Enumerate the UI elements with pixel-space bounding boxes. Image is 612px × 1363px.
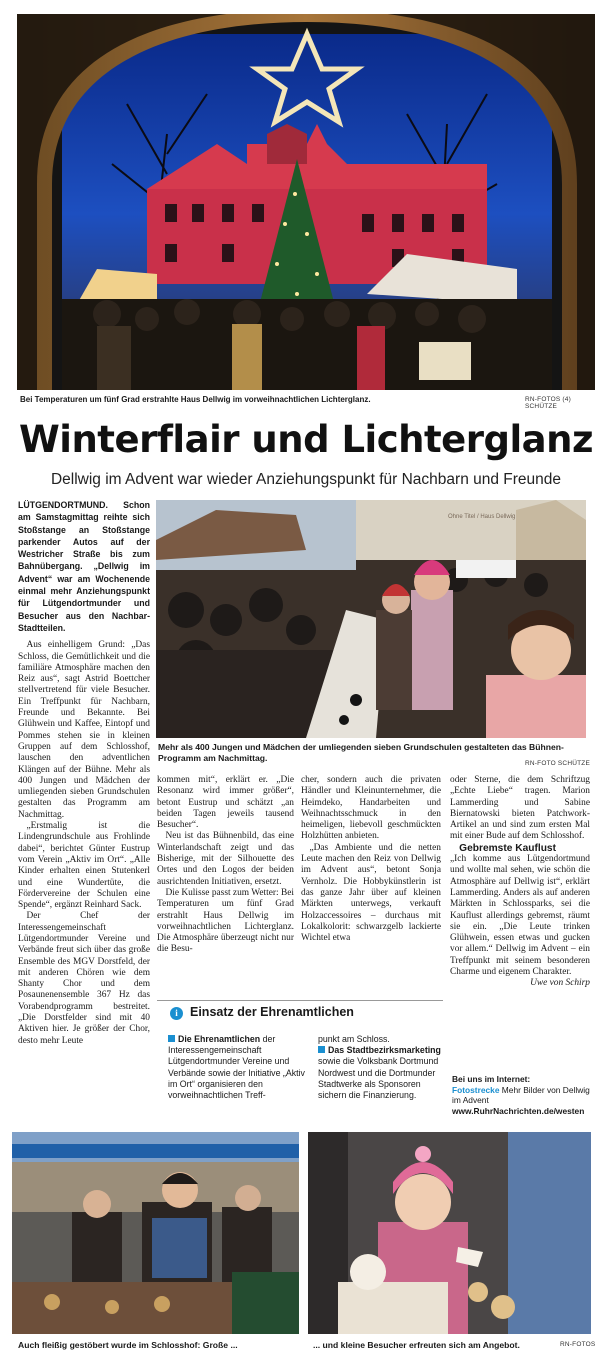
bottom-right-credit: RN-FOTOS — [560, 1341, 596, 1348]
photo-market-adults — [12, 1132, 299, 1334]
web-label: Fotostrecke — [452, 1084, 500, 1095]
photo-market-children — [308, 1132, 591, 1334]
paragraph: cher, sondern auch die privaten Händler und Kleinunternehmer, die Heimdeko, Handarbeiten und Weihnachtsschmuck in den heimeligen, liebevoll geschmückten Holzhütten anbieten. — [301, 775, 441, 842]
infobox-item-ehrenamtliche — [168, 1034, 308, 1101]
paragraph: Neu ist das Bühnenbild, das eine Winterlandschaft zeigt und das Bisherige, mit der Silhouette des Ortes und den Logos der beiden ausrichtenden Initiativen, ersetzt. — [157, 831, 294, 887]
subheadline: Dellwig im Advent war wieder Anziehungspunkt für Nachbarn und Freunde — [50, 471, 562, 488]
photo-children-stage — [156, 500, 586, 738]
paragraph: „Erstmalig ist die Lindengrundschule aus Frohlinde dabei“, berichtet Günter Eustrup vom Verein „Aktiv im Ort“. „Alle Kinder erhalten einen Stutenkerl und eine Wundertüte, die Fördervereine der Schulen eine Spende“, ergänzt Reinhard Sack. — [18, 821, 150, 911]
article-column-3 — [301, 775, 441, 944]
top-photo-credit: RN-FOTOS (4) SCHÜTZE — [525, 396, 571, 410]
infobox-column-1 — [168, 1034, 308, 1101]
article-column-4 — [450, 775, 590, 990]
author: Uwe von Schirp — [530, 978, 590, 989]
infobox-item-text: sowie die Volksbank Dortmund Nordwest und die Dortmunder Stadtwerke als Sponsoren sichern die Finanzierung. — [318, 1056, 439, 1101]
infobox-rule — [157, 1000, 443, 1001]
paragraph: Aus einhelligem Grund: „Das Schloss, die Gemütlichkeit und die familiäre Atmosphäre machen den Reiz aus“, sagt Astrid Boettcher stellvertretend für viele Besucher. Ein Treffpunkt für Nachbarn, Freunde und Bekannte. Bei Glühwein und Kaffee, Eintopf und Pommes stehen sie in kleinen Gruppen auf dem Schlosshof, lauschen den adventlichen Klängen auf der Bühne. Mehr als 400 Jungen und Mädchen der umliegenden sieben Grundschulen gestalten das Programm am Nachmittag. — [18, 640, 150, 820]
infobox-column-2 — [318, 1034, 445, 1101]
article-column-1 — [18, 500, 150, 1047]
bullet-square-icon — [318, 1046, 325, 1053]
lead-paragraph: Schon am Samstagmittag reihte sich Stoßstange an Stoßstange parkender Autos auf der Westricher Straße bis zum Bahnübergang. „Dellwig im Advent“ war am Wochenende einmal mehr Anziehungspunkt für Lütgendortmunder und Besucher aus den Nachbar-Stadtteilen. — [18, 500, 150, 633]
bottom-right-caption: ... und kleine Besucher erfreuten sich am Angebot. — [313, 1340, 520, 1350]
paragraph: kommen mit“, erklärt er. „Die Resonanz wird immer größer“, betont Eustrup und schätzt „an beiden Tagen jeweils tausend Besucher“. — [157, 775, 294, 831]
paragraph: Der Chef der Interessengemeinschaft Lütgendortmunder Vereine und Verbände freut sich über das große Ensemble des MGV Dorstfeld, der mit anderen Chören wie dem Shanty Chor und dem Posaunenensemble 367 Hz das Vorabendprogramm bestreitet. „Die Dorstfelder sind mit 40 Aktiven hier. Je größer der Chor, desto mehr Leute — [18, 911, 150, 1046]
infobox-title: Einsatz der Ehrenamtlichen — [190, 1005, 354, 1019]
stage-sign: Ohne Titel / Haus Dellwig — [448, 514, 516, 520]
web-heading: Bei uns im Internet: — [452, 1074, 531, 1084]
infobox-item-text: der Interessengemeinschaft Lütgendortmunder Vereine und Verbände sowie der Initiative „Aktiv im Ort“ organisieren den vorweihnachtlichen Treff- — [168, 1034, 305, 1101]
infobox-item-marketing — [318, 1045, 445, 1101]
top-photo-caption: Bei Temperaturen um fünf Grad erstrahlte Haus Dellwig im vorweihnachtlichen Lichterglanz. — [20, 395, 371, 404]
infobox-item-lead: Das Stadtbezirksmarketing — [328, 1045, 441, 1056]
web-teaser — [452, 1074, 594, 1116]
infobox-item-lead: Die Ehrenamtlichen — [178, 1034, 261, 1044]
crosshead: Gebremste Kauflust — [459, 842, 556, 854]
article-column-2 — [157, 775, 294, 956]
web-url[interactable]: www.RuhrNachrichten.de/westen — [452, 1105, 585, 1116]
infobox-header — [168, 1005, 448, 1023]
info-icon — [170, 1007, 183, 1020]
photo-haus-dellwig — [17, 14, 595, 390]
infobox-item-continuation: punkt am Schloss. — [318, 1034, 390, 1044]
dateline: LÜTGENDORTMUND. — [18, 500, 108, 510]
middle-photo-caption: Mehr als 400 Jungen und Mädchen der umliegenden sieben Grundschulen gestalteten das Bühnen-Programm am Nachmittag. — [158, 742, 564, 763]
photo-market-adults-illustration — [12, 1132, 299, 1334]
photo-market-children-illustration — [308, 1132, 591, 1334]
bullet-square-icon — [168, 1035, 175, 1042]
paragraph: Die Kulisse passt zum Wetter: Bei Temperaturen um fünf Grad erstrahlt Haus Dellwig im vorweihnachtlichen Lichterglanz. Die Atmosphäre überzeugt nicht nur die Besu- — [157, 887, 294, 955]
paragraph: oder Sterne, die dem Schriftzug „Echte Liebe“ tragen. Marion Lammerding und Sabine Biernatowski bieten Patchwork-Artikel an und sind zum ersten Mal mit einer Bude auf dem Schlosshof. — [450, 775, 590, 842]
photo-haus-dellwig-illustration — [17, 14, 595, 390]
web-text — [452, 1085, 594, 1106]
paragraph: „Das Ambiente und die netten Leute machen den Reiz von Dellwig im Advent aus“, betont Sonja Vernholz. Die Hobbykünstlerin ist das ganze Jahr über auf kleinen Märkten unterwegs, verkauft Holzaccessoires – durchaus mit Lokalkolorit: schwarzgelb lackierte Wichtel etwa — [301, 842, 441, 944]
paragraph: „Ich komme aus Lütgendortmund und wollte mal sehen, wie schön die Atmosphäre auf Dellwig ist“, erklärt Lammerding. Anders als auf anderen Märkten in Schlossparks, sei die Kauflust allerdings gebremst, räumt sie ein. „Die Leute trinken Glühwein, essen etwas und gucken vor allem.“ Dellwig im Advent – ein Treffpunkt mit seinem besonderen Charme und eigenem Charakter. — [450, 854, 590, 978]
bottom-left-caption: Auch fleißig gestöbert wurde im Schlosshof: Große ... — [18, 1340, 238, 1350]
headline: Winterflair und Lichterglanz — [18, 418, 594, 461]
web-description: Mehr Bilder von Dellwig im Advent — [452, 1084, 590, 1106]
middle-photo-credit: RN-FOTO SCHÜTZE — [525, 760, 590, 767]
photo-children-stage-illustration — [156, 500, 586, 738]
info-icon-letter: i — [175, 1008, 178, 1018]
